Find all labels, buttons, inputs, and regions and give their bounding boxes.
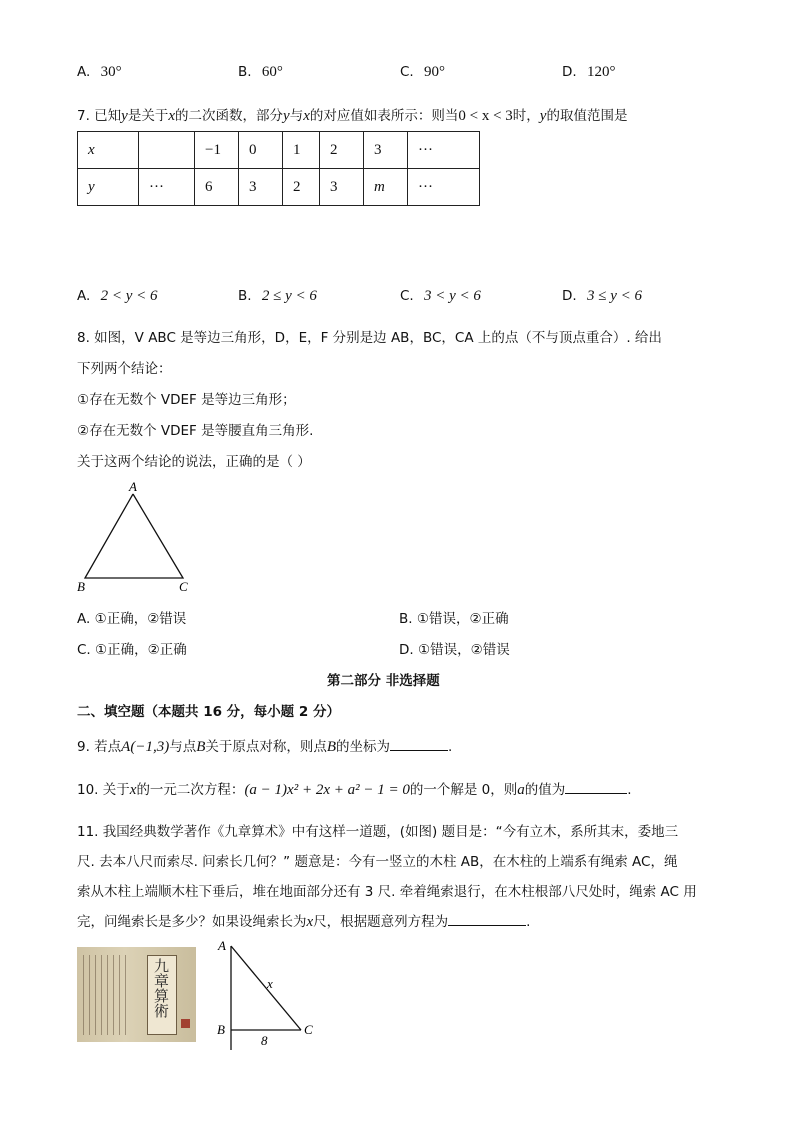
q11-line-3: 索从木柱上端顺木柱下垂后，堆在地面部分还有 3 尺. 牵着绳索退行，在木柱根部八尺处时，绳索 AC 用: [77, 884, 697, 900]
book-page-texture: [83, 955, 131, 1035]
answer-blank[interactable]: [448, 911, 526, 926]
q7-option-b: B. 2 ≤ y < 6: [238, 288, 317, 304]
table-cell: ···: [139, 169, 195, 206]
q8-option-b: B. ①错误，②正确: [399, 611, 509, 627]
label-b: B: [217, 1022, 225, 1037]
table-cell: ···: [408, 132, 480, 169]
q8-option-a: A. ①正确，②错误: [77, 611, 187, 627]
table-cell: 2: [320, 132, 364, 169]
q11-line-1: 11. 我国经典数学著作《九章算术》中有这样一道题，(如图) 题目是：“今有立木，系所其末，委地三: [77, 824, 679, 840]
q6-option-d: D. 120°: [562, 64, 616, 80]
label-base-length: 8: [261, 1033, 268, 1048]
q11-right-triangle-figure: [214, 938, 324, 1050]
label-a: A: [218, 938, 226, 953]
table-cell: y: [78, 169, 139, 206]
table-cell: 3: [320, 169, 364, 206]
label-x: x: [267, 976, 273, 991]
q10-stem: 10. 关于x的一元二次方程：(a − 1)x² + 2x + a² − 1 = 0的一个解是 0，则a的值为 .: [77, 778, 632, 799]
table-cell: 3: [364, 132, 408, 169]
q8-line-3: ①存在无数个 VDEF 是等边三角形；: [77, 392, 296, 408]
q8-line-5: 关于这两个结论的说法，正确的是（ ）: [77, 454, 311, 470]
book-seal: [181, 1019, 190, 1028]
table-cell: 1: [283, 132, 320, 169]
table-cell: ···: [408, 169, 480, 206]
book-title-label: 九章算術: [147, 955, 177, 1035]
q8-line-2: 下列两个结论：: [77, 361, 172, 377]
jiuzhang-suanshu-book-image: [77, 947, 196, 1042]
q11-line-4: 完，问绳索长是多少？如果设绳索长为x尺，根据题意列方程为 .: [77, 910, 530, 931]
table-cell: 6: [195, 169, 239, 206]
table-cell: m: [364, 169, 408, 206]
table-cell: 3: [239, 169, 283, 206]
rope-ac: [231, 946, 301, 1030]
answer-blank[interactable]: [390, 736, 448, 751]
label-c: C: [179, 579, 188, 594]
q6-option-c: C. 90°: [400, 64, 446, 80]
q7-stem: 7. 已知y是关于x的二次函数，部分y与x的对应值如表所示：则当0 < x < 3时，y的取值范围是: [77, 108, 628, 124]
answer-blank[interactable]: [565, 779, 627, 794]
table-cell: x: [78, 132, 139, 169]
table-row-y: [78, 169, 480, 206]
table-cell: 2: [283, 169, 320, 206]
q7-option-d: D. 3 ≤ y < 6: [562, 288, 642, 304]
q8-triangle-figure: [70, 478, 200, 598]
label-b: B: [77, 579, 85, 594]
q6-option-a: A. 30°: [77, 64, 122, 80]
q8-option-d: D. ①错误，②错误: [399, 642, 510, 658]
label-c: C: [304, 1022, 313, 1037]
triangle-abc: [85, 494, 183, 578]
part2-title: 第二部分 非选择题: [327, 673, 440, 689]
table-cell: −1: [195, 132, 239, 169]
q8-line-1: 8. 如图，V ABC 是等边三角形，D，E，F 分别是边 AB，BC，CA 上的点（不与顶点重合）. 给出: [77, 330, 662, 346]
table-row-x: [78, 132, 480, 169]
q7-option-a: A. 2 < y < 6: [77, 288, 158, 304]
q8-line-4: ②存在无数个 VDEF 是等腰直角三角形.: [77, 423, 314, 439]
q9-stem: 9. 若点A(−1,3)与点B关于原点对称，则点B的坐标为 .: [77, 735, 452, 756]
q6-option-b: B. 60°: [238, 64, 283, 80]
table-cell: [139, 132, 195, 169]
q8-option-c: C. ①正确，②正确: [77, 642, 187, 658]
q11-line-2: 尺. 去本八尺而索尽. 问索长几何？” 题意是：今有一竖立的木柱 AB，在木柱的上端系有绳索 AC，绳: [77, 854, 678, 870]
table-cell: 0: [239, 132, 283, 169]
section2-title: 二、填空题（本题共 16 分，每小题 2 分）: [77, 704, 340, 720]
q7-option-c: C. 3 < y < 6: [400, 288, 481, 304]
label-a: A: [129, 479, 137, 494]
q7-value-table: [77, 131, 480, 206]
